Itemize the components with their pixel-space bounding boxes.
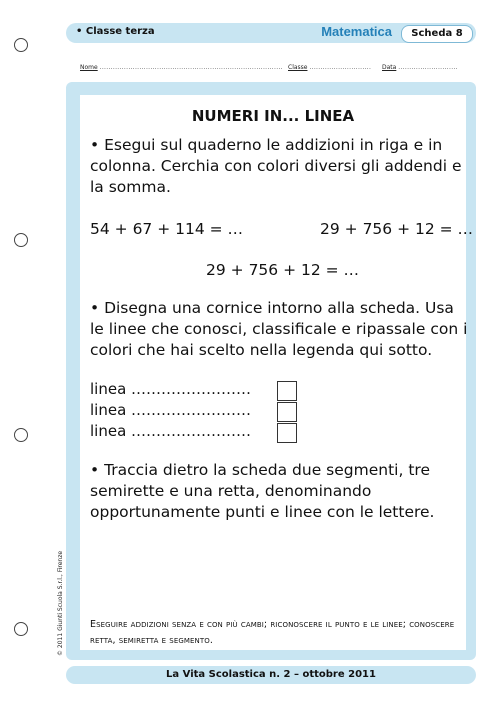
legend-color-box[interactable] xyxy=(277,423,297,443)
exercise-1: • Esegui sul quaderno le addizioni in riga e in colonna. Cerchia con colori diversi gli addendi e la somma. xyxy=(90,136,462,196)
date-field-line: ........................... xyxy=(398,64,458,71)
binder-hole xyxy=(14,622,28,636)
line-item-1: linea …………………… xyxy=(90,380,252,398)
worksheet-body xyxy=(80,95,474,650)
date-field[interactable] xyxy=(382,64,458,71)
name-field-label: Nome xyxy=(80,64,98,71)
equation-1: 54 + 67 + 114 = … xyxy=(90,220,244,238)
equation-3: 29 + 756 + 12 = … xyxy=(206,261,360,279)
date-field-label: Data xyxy=(382,64,397,71)
student-fields xyxy=(80,64,476,76)
binder-hole xyxy=(14,233,28,247)
class-field-label: Classe xyxy=(288,64,308,71)
legend-color-box[interactable] xyxy=(277,381,297,401)
footer-bar xyxy=(66,666,476,684)
binder-hole xyxy=(14,428,28,442)
name-field[interactable] xyxy=(80,64,283,71)
sheet-badge: Scheda 8 xyxy=(401,25,473,43)
exercise-2: • Disegna una cornice intorno alla scheda. Usa le linee che conosci, classificale e ripassale con i colori che hai scelto nella legenda qui sotto. xyxy=(90,299,468,359)
subject-label: Matematica xyxy=(321,24,392,39)
header-bar xyxy=(66,23,476,43)
class-label: • Classe terza xyxy=(76,26,155,37)
copyright-notice: © 2011 Giunti Scuola S.r.l., Firenze xyxy=(57,550,64,656)
worksheet-title: NUMERI IN... LINEA xyxy=(191,107,355,125)
exercise-3: • Traccia dietro la scheda due segmenti, tre semirette e una retta, denominando opportunamente punti e linee con le lettere. xyxy=(90,461,435,521)
name-field-line: ................................................................................... xyxy=(99,64,283,71)
line-item-3: linea …………………… xyxy=(90,422,252,440)
binder-hole xyxy=(14,38,28,52)
line-item-2: linea …………………… xyxy=(90,401,252,419)
footer-text: La Vita Scolastica n. 2 – ottobre 2011 xyxy=(166,669,376,680)
learning-objectives: Eseguire addizioni senza e con più cambi; riconoscere il punto e le linee; conoscere retta, semiretta e segmento. xyxy=(90,619,455,646)
legend-color-box[interactable] xyxy=(277,402,297,422)
class-field[interactable] xyxy=(288,64,371,71)
equation-2: 29 + 756 + 12 = … xyxy=(320,220,474,238)
class-field-line: ............................ xyxy=(309,64,372,71)
